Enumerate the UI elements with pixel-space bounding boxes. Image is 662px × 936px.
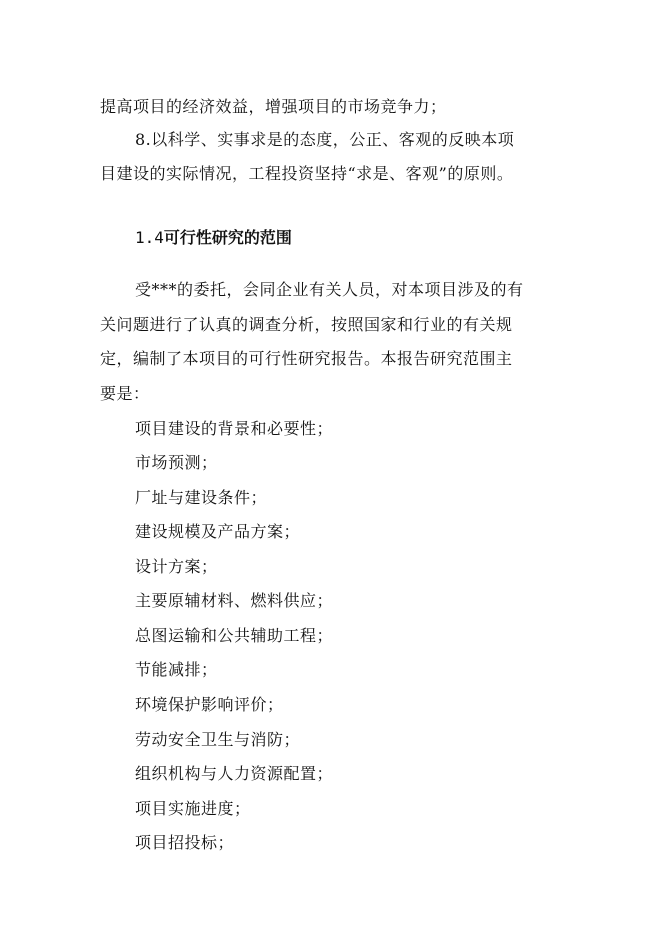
section-heading [135,227,292,249]
scope-list-item: 项目建设的背景和必要性； [135,419,334,438]
paragraph-line: 提高项目的经济效益，增强项目的市场竞争力； [100,97,447,116]
section-title: 可行性研究的范围 [163,228,292,247]
scope-list-item: 市场预测； [135,453,218,472]
scope-list-item: 总图运输和公共辅助工程； [135,626,334,645]
paragraph-line: 8.以科学、实事求是的态度，公正、客观的反映本项 [135,130,515,149]
scope-list-item: 节能减排； [135,660,218,679]
scope-list-item: 设计方案； [135,557,218,576]
section-number: 1.4 [135,228,164,247]
scope-list-item: 组织机构与人力资源配置； [135,764,334,783]
scope-list-item: 劳动安全卫生与消防； [135,730,301,749]
intro-line: 定，编制了本项目的可行性研究报告。本报告研究范围主 [100,349,513,368]
scope-list-item: 主要原辅材料、燃料供应； [135,591,334,610]
scope-list-item: 环境保护影响评价； [135,695,284,714]
scope-list-item: 建设规模及产品方案； [135,522,301,541]
scope-list-item: 项目招投标； [135,833,235,852]
scope-list-item: 项目实施进度； [135,799,251,818]
scope-list-item: 厂址与建设条件； [135,488,268,507]
intro-line: 受***的委托，会同企业有关人员，对本项目涉及的有 [135,280,524,299]
paragraph-line: 目建设的实际情况，工程投资坚持“求是、客观”的原则。 [100,164,514,183]
intro-line: 要是： [100,384,150,403]
intro-line: 关问题进行了认真的调查分析，按照国家和行业的有关规 [100,315,513,334]
